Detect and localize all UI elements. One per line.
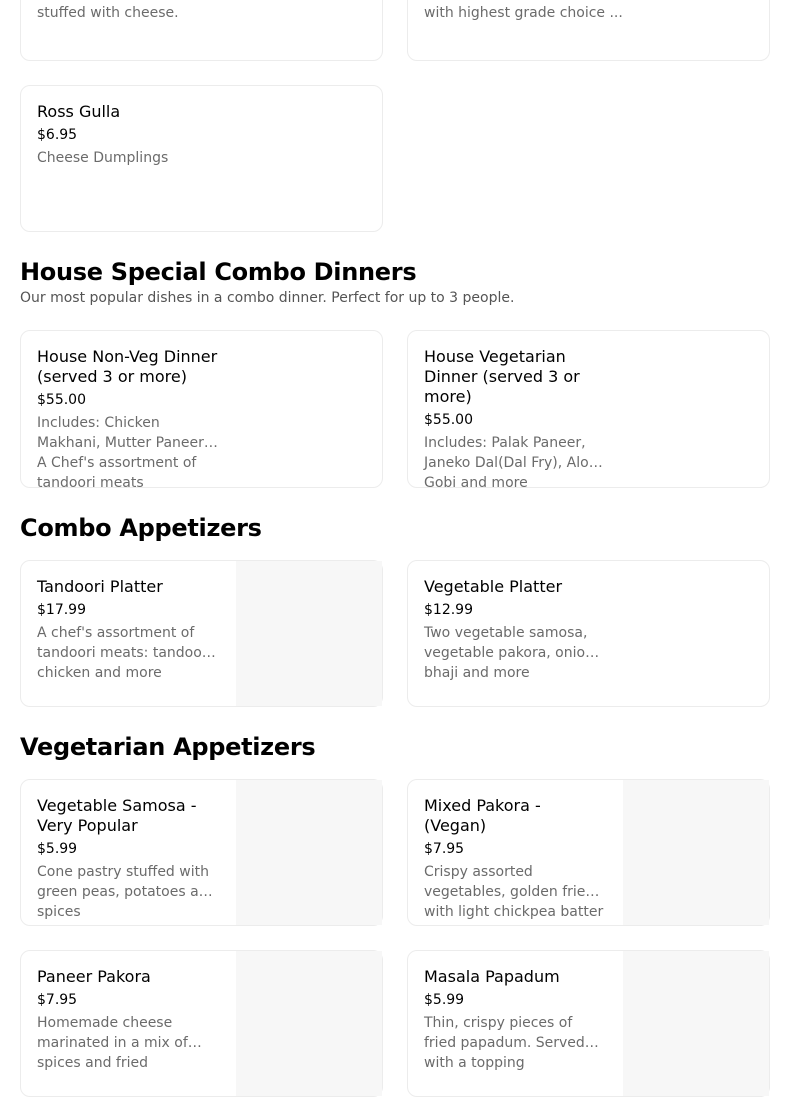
menu-item-card-vegetable-samosa[interactable] — [20, 779, 383, 926]
section-subtitle: Our most popular dishes in a combo dinner. Perfect for up to 3 people. — [20, 290, 515, 306]
item-description: Two vegetable samosa, vegetable pakora, onion bhaji and more — [424, 625, 594, 681]
item-description: Crispy assorted vegetables, golden fried with light chickpea batter — [424, 864, 604, 920]
item-price: $7.95 — [37, 992, 78, 1008]
item-name: House Vegetarian Dinner (served 3 or more) — [424, 347, 580, 406]
item-image-placeholder — [623, 951, 769, 1096]
item-description: with highest grade choice ... — [424, 5, 623, 21]
item-price: $17.99 — [37, 602, 86, 618]
menu-item-card-house-non-veg-dinner[interactable] — [20, 330, 383, 491]
menu-item-card-masala-papadum[interactable] — [407, 950, 770, 1097]
menu-item-card-mixed-pakora[interactable] — [407, 779, 770, 926]
item-name: Tandoori Platter — [37, 577, 163, 596]
item-price: $5.99 — [37, 841, 78, 857]
item-name: Vegetable Platter — [424, 577, 563, 596]
section-title: House Special Combo Dinners — [20, 258, 417, 286]
item-description: Includes: Chicken Makhani, Mutter Paneer, A Chef's assortment of tandoori meats — [37, 415, 209, 491]
item-description: Includes: Palak Paneer, Janeko Dal(Dal Fry), Aloo Gobi and more — [424, 435, 598, 491]
item-description: Cone pastry stuffed with green peas, potatoes and spices — [37, 864, 217, 920]
item-price: $55.00 — [37, 392, 86, 408]
item-image-placeholder — [623, 780, 769, 925]
item-price: $12.99 — [424, 602, 473, 618]
item-description: Cheese Dumplings — [37, 150, 169, 166]
menu-item-card-ross-gulla[interactable] — [20, 85, 383, 232]
item-price: $7.95 — [424, 841, 465, 857]
item-description: A chef's assortment of tandoori meats: tandoori chicken and more — [37, 625, 212, 681]
item-description: Homemade cheese marinated in a mix of spices and fried — [37, 1015, 188, 1071]
section-title: Vegetarian Appetizers — [20, 733, 316, 761]
menu-item-card-paneer-pakora[interactable] — [20, 950, 383, 1097]
item-name: Ross Gulla — [37, 102, 121, 121]
item-image-placeholder — [236, 951, 382, 1096]
item-image-placeholder — [236, 561, 382, 706]
item-image-placeholder — [236, 780, 382, 925]
item-name: Vegetable Samosa - Very Popular — [37, 796, 197, 835]
item-price: $5.99 — [424, 992, 465, 1008]
item-price: $6.95 — [37, 127, 78, 143]
menu-item-card[interactable] — [407, 0, 770, 61]
menu-item-card-vegetable-platter[interactable] — [407, 560, 770, 707]
menu-item-card[interactable] — [20, 0, 383, 61]
item-description: Thin, crispy pieces of fried papadum. Served with a topping — [424, 1015, 585, 1071]
item-name: Mixed Pakora - (Vegan) — [424, 796, 541, 835]
item-name: House Non-Veg Dinner (served 3 or more) — [37, 347, 218, 386]
item-description: stuffed with cheese. — [37, 5, 179, 21]
menu-item-card-house-vegetarian-dinner[interactable] — [407, 330, 770, 491]
item-name: Paneer Pakora — [37, 967, 151, 986]
menu-item-card-tandoori-platter[interactable] — [20, 560, 383, 707]
section-title: Combo Appetizers — [20, 514, 262, 542]
item-price: $55.00 — [424, 412, 473, 428]
item-name: Masala Papadum — [424, 967, 560, 986]
